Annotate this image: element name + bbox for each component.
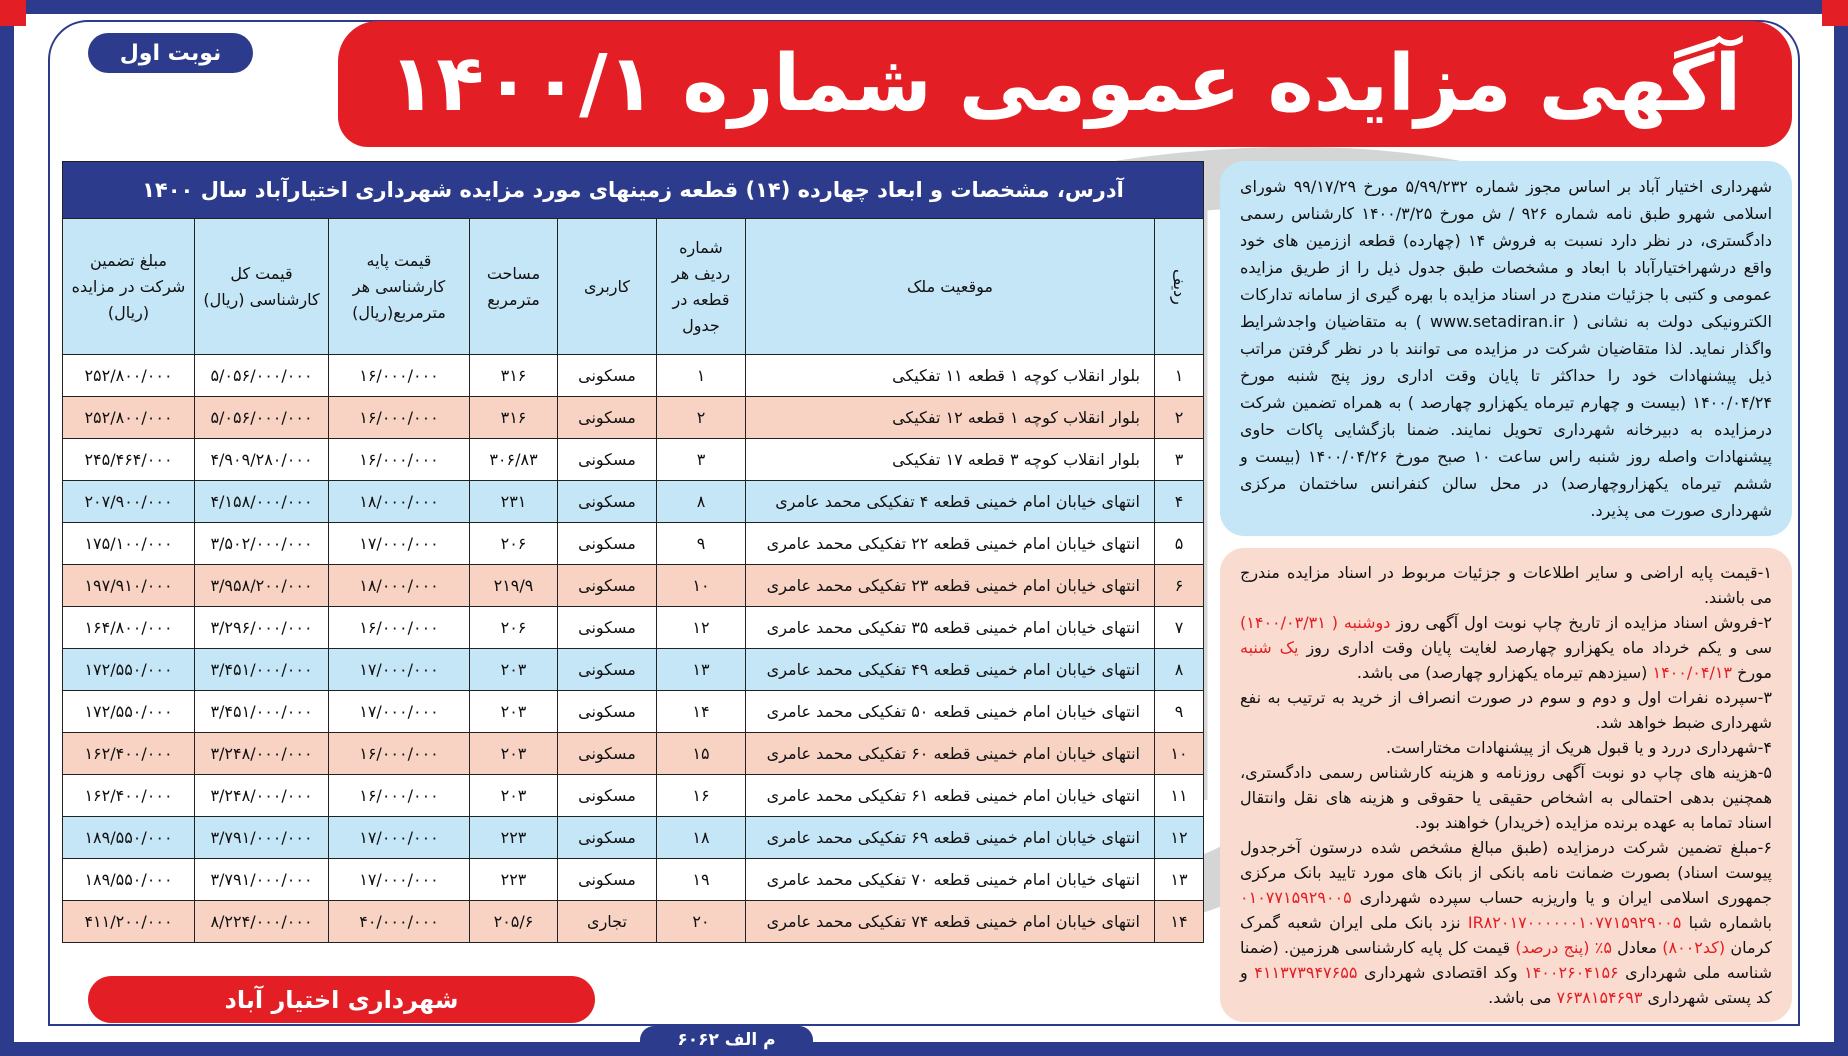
cell-deposit: ۲۰۷/۹۰۰/۰۰۰: [63, 481, 195, 523]
table-row: [63, 607, 1204, 649]
cell-area: ۲۰۳: [470, 649, 558, 691]
condition-text: مورخ: [1732, 663, 1772, 682]
cell-usage: مسکونی: [558, 523, 657, 565]
cell-row-number: ۱۰: [1155, 733, 1204, 775]
cell-unit-price: ۱۷/۰۰۰/۰۰۰: [329, 691, 470, 733]
cell-parcel-number: ۸: [657, 481, 746, 523]
cell-unit-price: ۱۶/۰۰۰/۰۰۰: [329, 733, 470, 775]
page-title: آگهی مزایده عمومی شماره ۱۴۰۰/۱: [338, 21, 1792, 147]
cell-area: ۳۰۶/۸۳: [470, 439, 558, 481]
cell-usage: مسکونی: [558, 775, 657, 817]
cell-location: انتهای خیابان امام خمینی قطعه ۶۰ تفکیکی محمد عامری: [746, 733, 1155, 775]
cell-location: انتهای خیابان امام خمینی قطعه ۶۱ تفکیکی محمد عامری: [746, 775, 1155, 817]
header-area: مساحت مترمربع: [470, 219, 558, 355]
cell-row-number: ۸: [1155, 649, 1204, 691]
cell-unit-price: ۱۷/۰۰۰/۰۰۰: [329, 859, 470, 901]
cell-row-number: ۳: [1155, 439, 1204, 481]
cell-deposit: ۱۶۲/۴۰۰/۰۰۰: [63, 733, 195, 775]
cell-unit-price: ۱۷/۰۰۰/۰۰۰: [329, 649, 470, 691]
condition-text: ۴-شهرداری دررد و یا قبول هریک از پیشنهادات مختاراست.: [1385, 738, 1772, 757]
highlighted-text: دوشنبه ( ۱۴۰۰/۰۳/۳۱): [1240, 613, 1391, 632]
cell-deposit: ۲۵۲/۸۰۰/۰۰۰: [63, 397, 195, 439]
cell-deposit: ۱۸۹/۵۵۰/۰۰۰: [63, 859, 195, 901]
condition-text: وکد اقتصادی شهرداری: [1357, 963, 1525, 982]
cell-usage: مسکونی: [558, 817, 657, 859]
cell-area: ۲۰۳: [470, 691, 558, 733]
highlighted-text: ۱۴۰۰/۰۴/۱۳: [1652, 663, 1733, 682]
cell-total-price: ۴/۹۰۹/۲۸۰/۰۰۰: [195, 439, 329, 481]
cell-location: انتهای خیابان امام خمینی قطعه ۲۳ تفکیکی محمد عامری: [746, 565, 1155, 607]
header-unit-price: قیمت پایه کارشناسی هر مترمربع(ریال): [329, 219, 470, 355]
header-parcel-no: شماره ردیف هر قطعه در جدول: [657, 219, 746, 355]
cell-area: ۲۲۳: [470, 859, 558, 901]
cell-parcel-number: ۳: [657, 439, 746, 481]
condition-text: (سیزدهم تیرماه یکهزارو چهارصد) می باشد.: [1356, 663, 1653, 682]
highlighted-text: ۱۴۰۰۲۶۰۴۱۵۶: [1524, 963, 1619, 982]
ad-code: م الف ۶۰۶۲: [640, 1026, 813, 1054]
cell-row-number: ۱: [1155, 355, 1204, 397]
condition-text: ۳-سپرده نفرات اول و دوم و سوم در صورت انصراف از خرید به ترتیب به نفع شهرداری ضبط خواهد شد.: [1240, 688, 1772, 732]
cell-usage: مسکونی: [558, 607, 657, 649]
cell-row-number: ۱۲: [1155, 817, 1204, 859]
cell-parcel-number: ۱۴: [657, 691, 746, 733]
cell-area: ۲۰۳: [470, 775, 558, 817]
frame-corner: [0, 0, 26, 26]
cell-total-price: ۳/۵۰۲/۰۰۰/۰۰۰: [195, 523, 329, 565]
cell-deposit: ۲۵۲/۸۰۰/۰۰۰: [63, 355, 195, 397]
condition-text: ۵-هزینه های چاپ دو نوبت آگهی روزنامه و هزینه کارشناس رسمی دادگستری، همچنین بدهی احتمالی به اشخاص حقیقی یا حقوقی و هزینه های نقل وانتقال اسناد تماما به عهده برنده مزایده (خریدار) خواهند بود.: [1240, 763, 1772, 832]
table-row: [63, 859, 1204, 901]
cell-row-number: ۹: [1155, 691, 1204, 733]
condition-text: ۲-فروش اسناد مزایده از تاریخ چاپ نوبت اول آگهی روز: [1390, 613, 1772, 632]
cell-usage: مسکونی: [558, 397, 657, 439]
highlighted-text: ۰۱۰۷۷۱۵۹۲۹۰۰۵: [1240, 888, 1352, 907]
highlighted-text: ۴۱۱۳۷۳۹۴۷۶۵۵: [1254, 963, 1358, 982]
right-column: [1220, 161, 1792, 1022]
condition-item: [1240, 560, 1772, 610]
cell-location: انتهای خیابان امام خمینی قطعه ۴۹ تفکیکی محمد عامری: [746, 649, 1155, 691]
cell-unit-price: ۱۸/۰۰۰/۰۰۰: [329, 481, 470, 523]
cell-unit-price: ۴۰/۰۰۰/۰۰۰: [329, 901, 470, 943]
cell-unit-price: ۱۸/۰۰۰/۰۰۰: [329, 565, 470, 607]
cell-usage: مسکونی: [558, 691, 657, 733]
cell-unit-price: ۱۶/۰۰۰/۰۰۰: [329, 355, 470, 397]
highlighted-text: IR۸۲۰۱۷۰۰۰۰۰۰۱۰۷۷۱۵۹۲۹۰۰۵: [1467, 913, 1682, 932]
table-row: [63, 733, 1204, 775]
condition-item: [1240, 835, 1772, 1010]
cell-row-number: ۲: [1155, 397, 1204, 439]
cell-parcel-number: ۲۰: [657, 901, 746, 943]
cell-total-price: ۳/۹۵۸/۲۰۰/۰۰۰: [195, 565, 329, 607]
header-location: موقعیت ملک: [746, 219, 1155, 355]
cell-parcel-number: ۹: [657, 523, 746, 565]
cell-unit-price: ۱۶/۰۰۰/۰۰۰: [329, 439, 470, 481]
cell-deposit: ۱۶۲/۴۰۰/۰۰۰: [63, 775, 195, 817]
cell-total-price: ۳/۴۵۱/۰۰۰/۰۰۰: [195, 649, 329, 691]
condition-text: نزد بانک ملی ایران شعبه گمرک کرمان: [1240, 913, 1773, 957]
cell-parcel-number: ۱۵: [657, 733, 746, 775]
cell-location: انتهای خیابان امام خمینی قطعه ۷۴ تفکیکی محمد عامری: [746, 901, 1155, 943]
cell-area: ۳۱۶: [470, 397, 558, 439]
cell-location: انتهای خیابان امام خمینی قطعه ۳۵ تفکیکی محمد عامری: [746, 607, 1155, 649]
cell-row-number: ۶: [1155, 565, 1204, 607]
cell-total-price: ۳/۷۹۱/۰۰۰/۰۰۰: [195, 817, 329, 859]
land-parcels-table: [62, 161, 1204, 943]
cell-row-number: ۱۴: [1155, 901, 1204, 943]
cell-location: بلوار انقلاب کوچه ۱ قطعه ۱۲ تفکیکی: [746, 397, 1155, 439]
cell-location: انتهای خیابان امام خمینی قطعه ۴ تفکیکی محمد عامری: [746, 481, 1155, 523]
table-row: [63, 901, 1204, 943]
frame-corner: [1822, 0, 1848, 26]
cell-row-number: ۴: [1155, 481, 1204, 523]
table-row: [63, 481, 1204, 523]
cell-total-price: ۳/۲۹۶/۰۰۰/۰۰۰: [195, 607, 329, 649]
condition-text: قیمت کل پایه کارشناسی هرزمین. (ضمنا شناسه ملی شهرداری: [1240, 938, 1772, 982]
highlighted-text: یک شنبه: [1240, 638, 1299, 657]
table-row: [63, 439, 1204, 481]
cell-location: انتهای خیابان امام خمینی قطعه ۷۰ تفکیکی محمد عامری: [746, 859, 1155, 901]
table-row: [63, 523, 1204, 565]
condition-text: ۶-مبلغ تضمین شرکت درمزایده (طبق مبالغ مشخص شده درستون آخرجدول پیوست اسناد) بصورت ضمانت نامه بانکی از بانک های مورد تایید بانک مرکزی جمهوری اسلامی ایران و یا واریزبه حساب سپرده شهرداری: [1240, 838, 1772, 907]
condition-text: می باشد.: [1488, 988, 1557, 1007]
condition-item: [1240, 760, 1772, 835]
cell-area: ۲۱۹/۹: [470, 565, 558, 607]
table-row: [63, 649, 1204, 691]
condition-text: و کد پستی شهرداری: [1240, 963, 1772, 1007]
cell-total-price: ۳/۷۹۱/۰۰۰/۰۰۰: [195, 859, 329, 901]
cell-usage: مسکونی: [558, 439, 657, 481]
header-usage: کاربری: [558, 219, 657, 355]
cell-location: انتهای خیابان امام خمینی قطعه ۶۹ تفکیکی محمد عامری: [746, 817, 1155, 859]
edition-badge: نوبت اول: [88, 33, 253, 73]
cell-usage: مسکونی: [558, 859, 657, 901]
cell-deposit: ۱۷۲/۵۵۰/۰۰۰: [63, 649, 195, 691]
cell-location: بلوار انقلاب کوچه ۳ قطعه ۱۷ تفکیکی: [746, 439, 1155, 481]
cell-deposit: ۱۷۵/۱۰۰/۰۰۰: [63, 523, 195, 565]
cell-row-number: ۷: [1155, 607, 1204, 649]
table-row: [63, 397, 1204, 439]
conditions-list: [1220, 548, 1792, 1022]
cell-area: ۲۰۶: [470, 523, 558, 565]
cell-parcel-number: ۱۲: [657, 607, 746, 649]
cell-total-price: ۳/۲۴۸/۰۰۰/۰۰۰: [195, 775, 329, 817]
cell-location: انتهای خیابان امام خمینی قطعه ۵۰ تفکیکی محمد عامری: [746, 691, 1155, 733]
cell-area: ۲۰۵/۶: [470, 901, 558, 943]
cell-deposit: ۴۱۱/۲۰۰/۰۰۰: [63, 901, 195, 943]
cell-deposit: ۱۶۴/۸۰۰/۰۰۰: [63, 607, 195, 649]
condition-item: [1240, 685, 1772, 735]
cell-total-price: ۳/۴۵۱/۰۰۰/۰۰۰: [195, 691, 329, 733]
cell-total-price: ۴/۱۵۸/۰۰۰/۰۰۰: [195, 481, 329, 523]
table-row: [63, 355, 1204, 397]
cell-deposit: ۱۷۲/۵۵۰/۰۰۰: [63, 691, 195, 733]
cell-parcel-number: ۱۰: [657, 565, 746, 607]
cell-usage: مسکونی: [558, 355, 657, 397]
intro-text: شهرداری اختیار آباد بر اساس مجوز شماره ۵/۹۹/۲۳۲ مورخ ۹۹/۱۷/۲۹ شورای اسلامی شهرو طبق نامه شماره ۹۲۶ / ش مورخ ۱۴۰۰/۳/۲۵ کارشناس رسمی دادگستری، در نظر دارد نسبت به فروش ۱۴ (چهارده) قطعه اززمین های خود واقع درشهراختیارآباد با ابعاد و مشخصات طبق جدول ذیل را از طریق مزایده عمومی و کتبی با جزئیات مندرج در اسناد مزایده با بهره گیری از سامانه تدارکات الکترونیکی دولت به نشانی ( www.setadiran.ir ) به متقاضیان واجدشرایط واگذار نماید. لذا متقاضیان شرکت در مزایده می توانند با در نظر گرفتن مراتب ذیل پیشنهادات خود را حداکثر تا پایان وقت اداری روز پنج شنبه مورخ ۱۴۰۰/۰۴/۲۴ (بیست و چهارم تیرماه یکهزارو چهارصد ) به همراه تضمین شرکت درمزایده به دبیرخانه شهرداری تحویل نمایند. ضمنا بازگشایی پاکات حاوی پیشنهادات واصله روز شنبه راس ساعت ۱۰ صبح مورخ ۱۴۰۰/۰۴/۲۶ (بیست و ششم تیرماه یکهزاروچهارصد) در محل سالن کنفرانس ساختمان مرکزی شهرداری صورت می پذیرد.: [1220, 161, 1792, 536]
condition-item: [1240, 735, 1772, 760]
condition-item: [1240, 610, 1772, 685]
table-header-row: [63, 219, 1204, 355]
cell-parcel-number: ۲: [657, 397, 746, 439]
table-row: [63, 565, 1204, 607]
cell-area: ۲۳۱: [470, 481, 558, 523]
condition-text: معادل: [1611, 938, 1663, 957]
cell-unit-price: ۱۶/۰۰۰/۰۰۰: [329, 397, 470, 439]
cell-unit-price: ۱۷/۰۰۰/۰۰۰: [329, 817, 470, 859]
condition-text: سی و یکم خرداد ماه یکهزارو چهارصد لغایت پایان وقت اداری روز: [1298, 638, 1773, 657]
cell-deposit: ۱۹۷/۹۱۰/۰۰۰: [63, 565, 195, 607]
cell-usage: تجاری: [558, 901, 657, 943]
municipality-name: شهرداری اختیار آباد: [88, 976, 595, 1023]
table-row: [63, 775, 1204, 817]
cell-parcel-number: ۱۸: [657, 817, 746, 859]
header-row-no: ردیف: [1155, 219, 1204, 355]
cell-deposit: ۱۸۹/۵۵۰/۰۰۰: [63, 817, 195, 859]
highlighted-text: (کد۸۰۰۲): [1662, 938, 1726, 957]
cell-unit-price: ۱۷/۰۰۰/۰۰۰: [329, 523, 470, 565]
cell-area: ۲۰۶: [470, 607, 558, 649]
header-total-price: قیمت کل کارشناسی (ریال): [195, 219, 329, 355]
cell-unit-price: ۱۶/۰۰۰/۰۰۰: [329, 607, 470, 649]
table-title: آدرس، مشخصات و ابعاد چهارده (۱۴) قطعه زمینهای مورد مزایده شهرداری اختیارآباد سال ۱۴۰۰: [63, 162, 1204, 219]
cell-area: ۲۲۳: [470, 817, 558, 859]
cell-area: ۳۱۶: [470, 355, 558, 397]
cell-total-price: ۵/۰۵۶/۰۰۰/۰۰۰: [195, 355, 329, 397]
table-row: [63, 691, 1204, 733]
table-row: [63, 817, 1204, 859]
condition-text: ۱-قیمت پایه اراضی و سایر اطلاعات و جزئیات مربوط در اسناد مزایده مندرج می باشند.: [1240, 563, 1772, 607]
header-deposit: مبلغ تضمین شرکت در مزایده (ریال): [63, 219, 195, 355]
cell-total-price: ۸/۲۲۴/۰۰۰/۰۰۰: [195, 901, 329, 943]
cell-parcel-number: ۱: [657, 355, 746, 397]
cell-usage: مسکونی: [558, 733, 657, 775]
cell-parcel-number: ۱۶: [657, 775, 746, 817]
cell-total-price: ۵/۰۵۶/۰۰۰/۰۰۰: [195, 397, 329, 439]
highlighted-text: ۵٪ (پنج درصد): [1515, 938, 1612, 957]
cell-usage: مسکونی: [558, 649, 657, 691]
cell-area: ۲۰۳: [470, 733, 558, 775]
cell-location: انتهای خیابان امام خمینی قطعه ۲۲ تفکیکی محمد عامری: [746, 523, 1155, 565]
cell-row-number: ۱۱: [1155, 775, 1204, 817]
cell-row-number: ۱۳: [1155, 859, 1204, 901]
cell-parcel-number: ۱۹: [657, 859, 746, 901]
cell-location: بلوار انقلاب کوچه ۱ قطعه ۱۱ تفکیکی: [746, 355, 1155, 397]
cell-parcel-number: ۱۳: [657, 649, 746, 691]
cell-unit-price: ۱۶/۰۰۰/۰۰۰: [329, 775, 470, 817]
cell-usage: مسکونی: [558, 481, 657, 523]
cell-row-number: ۵: [1155, 523, 1204, 565]
cell-usage: مسکونی: [558, 565, 657, 607]
highlighted-text: ۷۶۳۸۱۵۴۶۹۳: [1556, 988, 1643, 1007]
condition-text: باشماره شبا: [1681, 913, 1772, 932]
cell-total-price: ۳/۲۴۸/۰۰۰/۰۰۰: [195, 733, 329, 775]
cell-deposit: ۲۴۵/۴۶۴/۰۰۰: [63, 439, 195, 481]
